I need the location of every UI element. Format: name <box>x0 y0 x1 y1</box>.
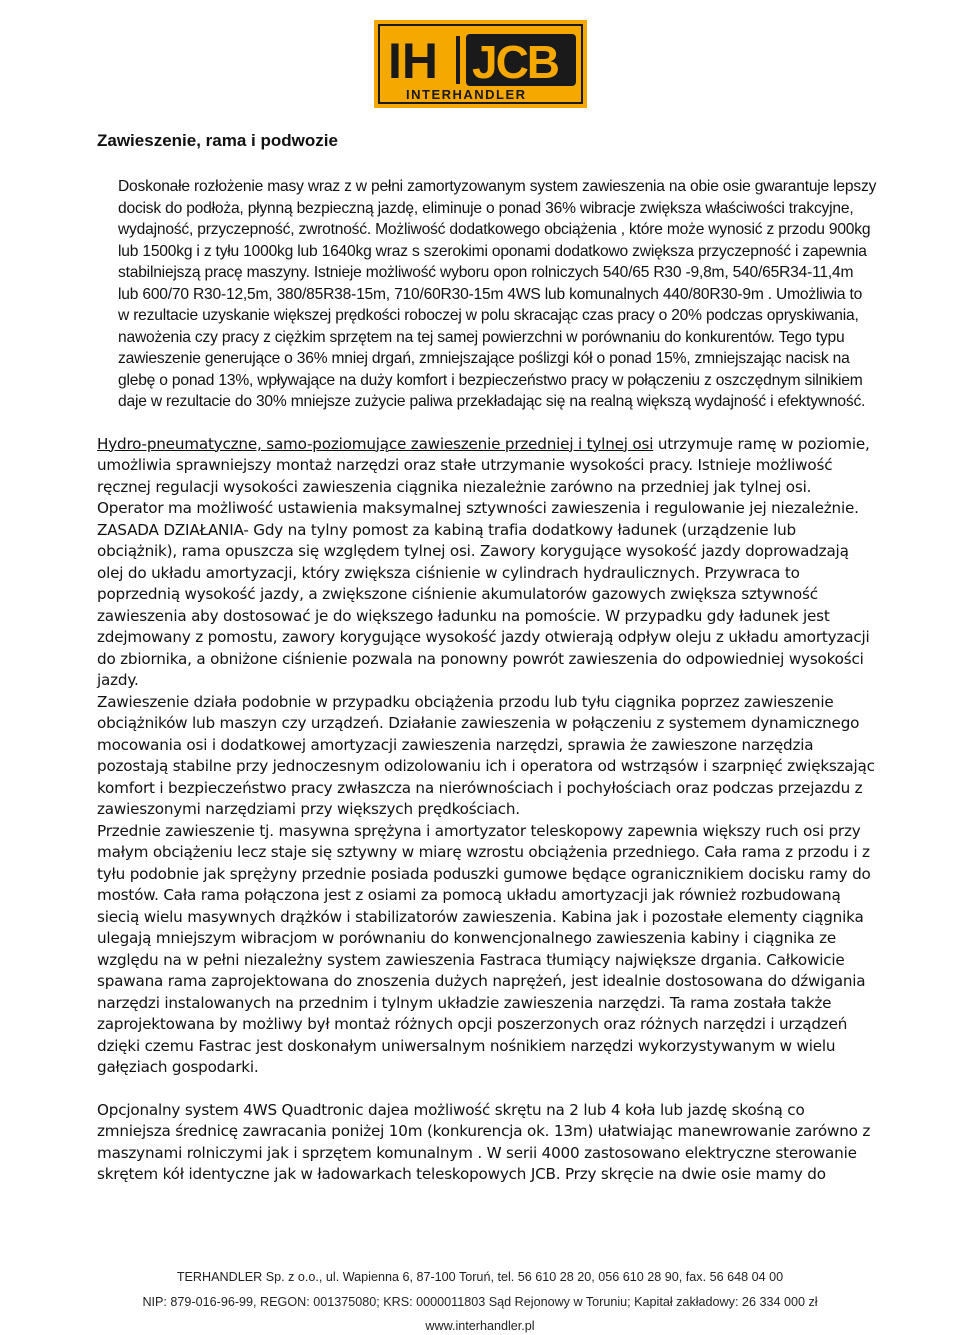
paragraph-intro <box>97 176 877 413</box>
logo-ih-text: IH <box>388 33 438 89</box>
paragraph-load-text: Możliwość dodatkowego obciążenia , które może wynosić z przodu 900kg lub 1500kg i z tyłu 1000kg lub 1640kg wraz s szerokimi oponami dodatkowo zwiększa przyczepność i zapewnia stabilniejszą pracę maszyny. Istnieje możliwość wyboru opon rolniczych 540/65 R30 -9,8m, 540/65R34-11,4m lub 600/70 R30-12,5m, 380/85R38-15m, 710/60R30-15m 4WS lub komunalnych 440/80R30-9m . Umożliwia to w rezultacie uzyskanie większej prędkości roboczej w polu skracając czas pracy o 20% podczas opryskiwania, nawożenia czy pracy z ciężkim sprzętem na tej samej powierzchni w porównaniu do konkurentów. Tego typu zawieszenie generujące o 36% mniej drgań, zmniejszające poślizgi kół o ponad 15%, zmniejszając nacisk na glebę o ponad 13%, wpływające na duży komfort i bezpieczeństwo pracy w połączeniu z oszczędnym silnikiem daje w rezultacie do 30% mniejsze zużycie paliwa przekładając się na realną większą wydajność i efektywność. <box>118 221 871 410</box>
logo-divider <box>456 36 460 84</box>
company-logo <box>374 20 587 108</box>
section-heading: Zawieszenie, rama i podwozie <box>97 131 338 150</box>
document-body <box>97 176 877 1186</box>
paragraph-similar: Zawieszenie działa podobnie w przypadku obciążenia przodu lub tyłu ciągnika poprzez zawieszenie obciążników lub maszyn czy urządzeń. Działanie zawieszenia w połączeniu z systemem dynamicznego mocowania osi i dodatkowej amortyzacji zawieszenia narzędzi, sprawia że zawieszone narzędzia pozostają stabilne przy jednoczesnym odizolowaniu ich i operatora od wstrząsów i szarpnięć zwiększając komfort i bezpieczeństwo pracy zwłaszcza na nierównościach i pochyłościach oraz podczas przejazdu z zawieszonymi narzędziami przy większych prędkościach. <box>97 692 875 818</box>
ih-jcb-logo-graphic <box>374 20 587 108</box>
logo-jcb-text: JCB <box>472 36 559 88</box>
paragraph-gap <box>97 1079 877 1100</box>
underlined-suspension-text: Hydro-pneumatyczne, samo-poziomujące zawieszenie przedniej i tylnej osi <box>97 434 654 453</box>
footer-registration: NIP: 879-016-96-99, REGON: 001375080; KRS: 0000011803 Sąd Rejonowy w Toruniu; Kapitał zakładowy: 26 334 000 zł <box>142 1295 818 1309</box>
paragraph-intro-text: Doskonałe rozłożenie masy wraz z w pełni zamortyzowanym system zawieszenia na obie osie gwarantuje lepszy docisk do podłoża, płynną bezpieczną jazdę, eliminuje o ponad 36% wibracje zwiększa właściwości trakcyjne, wydajność, przyczepność, zwrotność. <box>118 178 877 238</box>
paragraph-gap <box>97 413 877 434</box>
footer-address: TERHANDLER Sp. z o.o., ul. Wapienna 6, 87-100 Toruń, tel. 56 610 28 20, 056 610 28 90, fax. 56 648 04 00 <box>176 1270 784 1284</box>
footer-website-link[interactable]: www.interhandler.pl <box>425 1319 535 1333</box>
paragraph-4ws: Opcjonalny system 4WS Quadtronic dajea możliwość skrętu na 2 lub 4 koła lub jazdę skośną co zmniejsza średnicę zawracania poniżej 10m (konkurencja ok. 13m) ułatwiając manewrowanie zarówno z maszynami rolniczymi jak i sprzętem komunalnym . W serii 4000 zastosowano elektryczne sterowanie skrętem kół identyczne jak w ładowarkach teleskopowych JCB. Przy skręcie na dwie osie mamy do <box>97 1100 871 1183</box>
paragraph-hydro-text: utrzymuje ramę w poziomie, umożliwia sprawniejszy montaż narzędzi oraz stałe utrzymanie wysokości pracy. Istnieje możliwość ręcznej regulacji wysokości zawieszenia ciągnika niezależnie zarówno na przedniej jak tylnej osi. Operator ma możliwość ustawienia maksymalnej sztywności zawieszenia i regulowanie jej niezależnie. ZASADA DZIAŁANIA- Gdy na tylny pomost za kabiną trafia dodatkowy ładunek (urządzenie lub obciążnik), rama opuszcza się względem tylnej osi. Zawory korygujące wysokość jazdy doprowadzają olej do układu amortyzacji, który zwiększa ciśnienie w cylindrach hydraulicznych. Przywraca to poprzednią wysokość jazdy, a zwiększone ciśnienie akumulatorów gazowych zwiększa sztywność zawieszenia aby dostosować je do większego ładunku na pomoście. W przypadku gdy ładunek jest zdejmowany z pomostu, zawory korygujące wysokość jazdy otwierają odpływ oleju z układu amortyzacji do zbiornika, a obniżone ciśnienie pozwala na ponowny powrót zawieszenia do odpowiedniej wysokości jazdy. <box>97 434 870 689</box>
logo-interhandler-text: INTERHANDLER <box>406 87 527 102</box>
paragraph-front-suspension: Przednie zawieszenie tj. masywna sprężyna i amortyzator teleskopowy zapewnia większy ruch osi przy małym obciążeniu lecz staje się sztywny w miarę wzrostu obciążenia przedniego. Cała rama z przodu i z tyłu podobnie jak sprężyny przednie posiada poduszki gumowe będące ogranicznikiem docisku ramy do mostów. Cała rama połączona jest z osiami za pomocą układu amortyzacji jak również rozbudowaną siecią wielu masywnych drążków i stabilizatorów zawieszenia. Kabina jak i pozostałe elementy ciągnika ulegają mniejszym wibracjom w porównaniu do konwencjonalnego zawieszenia kabiny i ciągnika ze względu na w pełni niezależny system zawieszenia Fastraca tłumiący największe drgania. Całkowicie spawana rama zaprojektowana do znoszenia dużych naprężeń, jest idealnie dostosowana do dźwigania narzędzi instalowanych na przednim i tylnym układzie zawieszenia narzędzi. Ta rama została także zaprojektowana by możliwy był montaż różnych opcji poszerzonych oraz różnych narzędzi i urządzeń dzięki czemu Fastrac jest doskonałym uniwersalnym nośnikiem narzędzi wykorzystywanym w wielu gałęziach gospodarki. <box>97 821 871 1076</box>
paragraph-hydro <box>97 434 877 692</box>
